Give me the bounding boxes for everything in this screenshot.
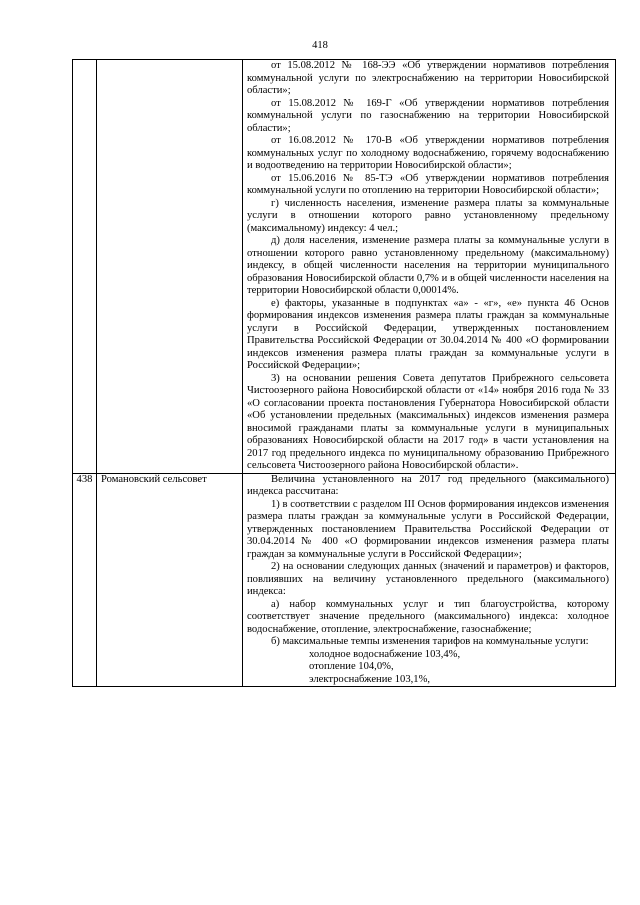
paragraph: б) максимальные темпы изменения тарифов на коммунальные услуги:: [271, 636, 589, 647]
municipality-name-cell: Романовский сельсовет: [97, 473, 243, 687]
paragraph: Величина установленного на 2017 год предельного (максимального) индекса рассчитана:: [247, 473, 609, 497]
paragraph: от 16.08.2012 № 170-В «Об утверждении нормативов потребления коммунальных услуг по холодному водоснабжению, горячему водоснабжению и водоотведению на территории Новосибирской области»;: [247, 135, 609, 171]
row-number-cell: [73, 60, 97, 474]
table-row: [73, 473, 616, 687]
paragraph: 3) на основании решения Совета депутатов Прибрежного сельсовета Чистоозерного района Новосибирской области от «14» ноября 2016 года № 33 «О согласовании проекта постановления Губернатора Новосибирской области «Об установлении предельных (максимальных) индексов изменения размера вносимой гражданами платы за коммунальные услуги в муниципальных образованиях Новосибирской области на 2017 год» в части установления на 2017 год предельного индекса по муниципальному образованию Прибрежного сельсовета Чистоозерного района Новосибирской области».: [247, 372, 609, 471]
paragraph: г) численность населения, изменение размера платы за коммунальные услуги в отношении которого равно установленному предельному (максимальному) индексу: 4 чел.;: [247, 197, 609, 234]
description-cell: [243, 60, 616, 474]
tariff-line: отопление 104,0%,: [309, 661, 394, 672]
tariff-line: электроснабжение 103,1%,: [309, 673, 431, 685]
paragraph: 2) на основании следующих данных (значений и параметров) и факторов, повлиявших на величину установленного предельного (максимального) индекса:: [247, 561, 609, 597]
row-number-cell: 438: [73, 473, 97, 687]
paragraph: от 15.08.2012 № 168-ЭЭ «Об утверждении нормативов потребления коммунальной услуги по электроснабжению на территории Новосибирской области»;: [247, 60, 609, 96]
description-cell: [243, 473, 616, 687]
page-number: 418: [312, 40, 328, 51]
paragraph: а) набор коммунальных услуг и тип благоустройства, которому соответствует значение предельного (максимального) индекса: холодное водоснабжение, отопление, электроснабжение, газоснабжение;: [247, 598, 609, 635]
paragraph: е) факторы, указанные в подпунктах «а» - «г», «е» пункта 46 Основ формирования индексов изменения размера платы граждан за коммунальные услуги в Российской Федерации, утвержденных постановлением Правительства Российской Федерации от 30.04.2014 № 400 «О формировании индексов изменения размера платы граждан за коммунальные услуги в Российской Федерации»;: [247, 297, 609, 371]
paragraph: 1) в соответствии с разделом III Основ формирования индексов изменения размера платы граждан за коммунальные услуги в Российской Федерации, утвержденных постановлением Правительства Российской Федерации от 30.04.2014 № 400 «О формировании индексов изменения размера платы граждан за коммунальные услуги в Российской Федерации»;: [247, 498, 609, 560]
table-row: [73, 60, 616, 474]
paragraph: от 15.08.2012 № 169-Г «Об утверждении нормативов потребления коммунальной услуги по газоснабжению на территории Новосибирской области»;: [247, 97, 609, 134]
regions-table: [72, 59, 616, 687]
tariff-line: холодное водоснабжение 103,4%,: [309, 648, 461, 660]
paragraph: от 15.06.2016 № 85-ТЭ «Об утверждении нормативов потребления коммунальной услуги по отоплению на территории Новосибирской области»;: [247, 172, 609, 196]
municipality-name-cell: [97, 60, 243, 474]
paragraph: д) доля населения, изменение размера платы за коммунальные услуги в отношении которого равно установленному предельному (максимальному) индексу, в общей численности населения на территории муниципального образования Новосибирской области 0,7% и в общей численности населения на территории Новосибирской области 0,00014%.: [247, 235, 609, 296]
